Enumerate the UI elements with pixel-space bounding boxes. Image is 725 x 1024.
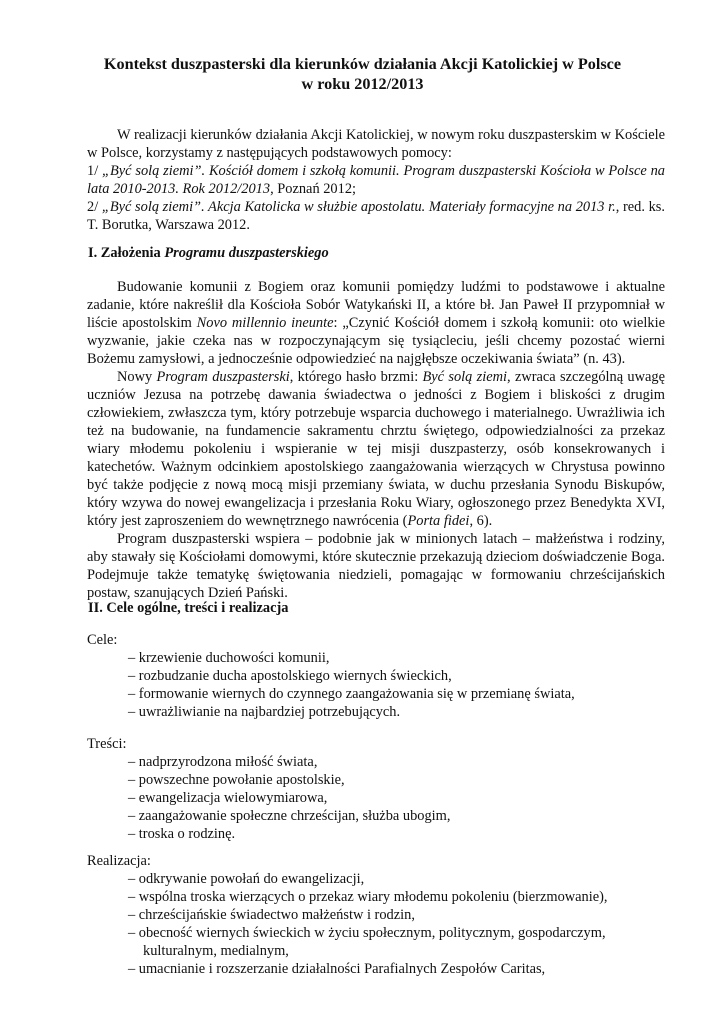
section-1-paragraph-3: Program duszpasterski wspiera – podobnie jak w minionych latach – małżeństwa i rodziny, aby stawały się Kościołami domowymi, które skutecznie przekazują dzieciom doświadczenie Boga. Podejmuje także tematykę świętowania niedzieli, pomagając w formowaniu chrześcijańskich postaw, szanujących Dzień Pański.	[87, 531, 665, 601]
list-item: – odkrywanie powołań do ewangelizacji,	[128, 871, 365, 887]
list-item: – krzewienie duchowości komunii,	[128, 650, 330, 666]
document-title	[60, 54, 665, 94]
intro-paragraph: W realizacji kierunków działania Akcji Katolickiej, w nowym roku duszpasterskim w Kościele w Polsce, korzystamy z następujących podstawowych pomocy:	[87, 127, 665, 161]
realizacja-list	[128, 870, 668, 978]
section-2-heading: II. Cele ogólne, treści i realizacja	[88, 600, 289, 616]
section-1-body	[87, 278, 665, 602]
title-line-1: Kontekst duszpasterski dla kierunków działania Akcji Katolickiej w Polsce	[103, 55, 622, 73]
intro-section	[87, 126, 665, 234]
reference-1: 1/ „Być solą ziemi”. Kościół domem i szkołą komunii. Program duszpasterski Kościoła w Polsce na lata 2010-2013. Rok 2012/2013, Poznań 2012;	[87, 163, 665, 197]
list-item: – ewangelizacja wielowymiarowa,	[128, 790, 328, 806]
cele-list	[128, 649, 668, 721]
list-item: – umacnianie i rozszerzanie działalności Parafialnych Zespołów Caritas,	[128, 961, 546, 977]
list-item: – nadprzyrodzona miłość świata,	[128, 754, 318, 770]
cele-label: Cele:	[87, 632, 118, 648]
reference-2: 2/ „Być solą ziemi”. Akcja Katolicka w służbie apostolatu. Materiały formacyjne na 2013 r., red. ks. T. Borutka, Warszawa 2012.	[87, 199, 665, 233]
section-1-heading: I. Założenia Programu duszpasterskiego	[88, 245, 329, 261]
list-item: – powszechne powołanie apostolskie,	[128, 772, 345, 788]
section-1-paragraph-2: Nowy Program duszpasterski, którego hasło brzmi: Być solą ziemi, zwraca szczególną uwagę uczniów Jezusa na potrzebę dawania świadectwa o jedności z Bogiem i bliskości z drugim człowiekiem, zwłaszcza tym, który potrzebuje wsparcia duchowego i materialnego. Uwrażliwia ich też na budowanie, na fundamencie sakramentu chrztu świętego, odpowiedzialności za przekaz wiary młodemu pokoleniu i wspieranie w tej misji duszpasterzy, osób konsekrowanych i katechetów. Ważnym odcinkiem apostolskiego zaangażowania wierzących w Chrystusa powinno być także podjęcie z nową mocą misji przemiany świata, w duchu przesłania Synodu Biskupów, który wzywa do nowej ewangelizacja i przesłania Roku Wiary, ogłoszonego przez Benedykta XVI, który jest zaproszeniem do wewnętrznego nawrócenia (Porta fidei, 6).	[87, 369, 665, 529]
list-item: – chrześcijańskie świadectwo małżeństw i rodzin,	[128, 907, 415, 923]
list-item: – wspólna troska wierzących o przekaz wiary młodemu pokoleniu (bierzmowanie),	[128, 889, 608, 905]
tresci-list	[128, 753, 668, 843]
list-item: – obecność wiernych świeckich w życiu społecznym, politycznym, gospodarczym,	[128, 925, 606, 941]
list-item: – formowanie wiernych do czynnego zaangażowania się w przemianę świata,	[128, 686, 575, 702]
list-item: – rozbudzanie ducha apostolskiego wiernych świeckich,	[128, 668, 452, 684]
tresci-label: Treści:	[87, 736, 127, 752]
realizacja-label: Realizacja:	[87, 853, 151, 869]
title-line-2: w roku 2012/2013	[301, 75, 424, 93]
section-1-paragraph-1: Budowanie komunii z Bogiem oraz komunii pomiędzy ludźmi to podstawowe i aktualne zadanie, które nakreślił dla Kościoła Sobór Watykański II, a które bł. Jan Paweł II przypomniał w liście apostolskim Novo millennio ineunte: „Czynić Kościół domem i szkołą komunii: oto wielkie wyzwanie, jakie czeka nas w rozpoczynającym się tysiącleciu, jeśli chcemy pozostać wierni Bożemu zamysłowi, a jednocześnie odpowiedzieć na najgłębsze oczekiwania świata” (n. 43).	[87, 279, 665, 367]
list-item-continuation: kulturalnym, medialnym,	[143, 943, 289, 959]
list-item: – uwrażliwianie na najbardziej potrzebujących.	[128, 704, 401, 720]
list-item: – troska o rodzinę.	[128, 826, 236, 842]
list-item: – zaangażowanie społeczne chrześcijan, służba ubogim,	[128, 808, 451, 824]
